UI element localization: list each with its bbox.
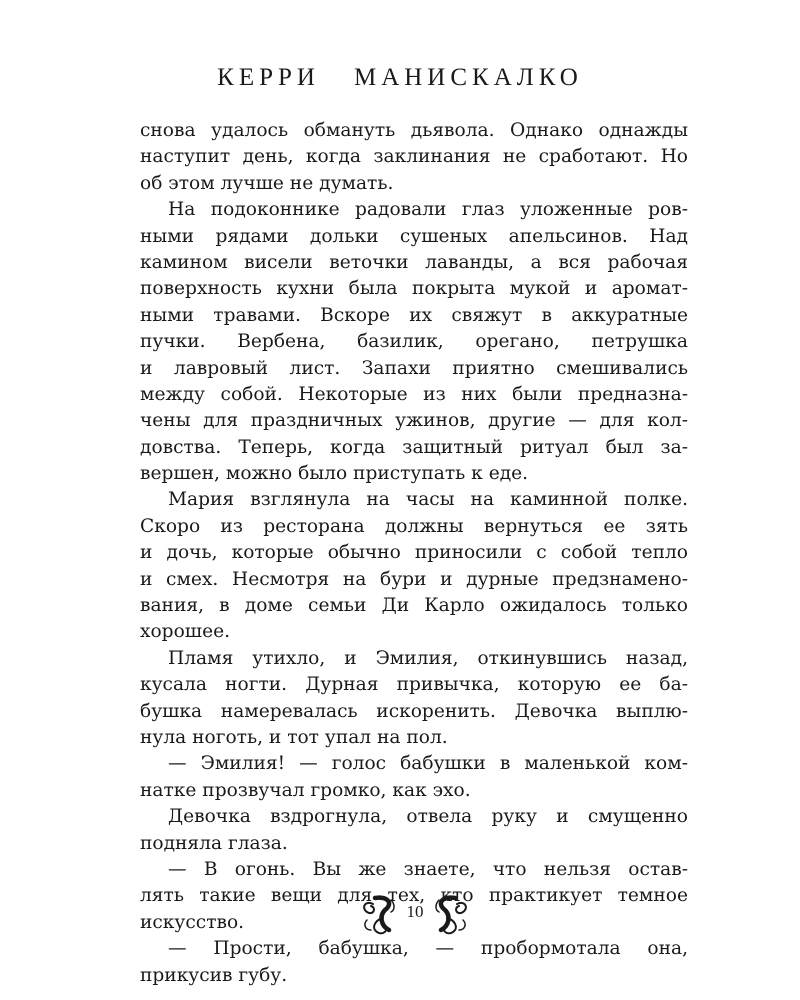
text-line: между собой. Некоторые из них были предназна- (140, 383, 688, 405)
text-line: и лавровый лист. Запахи приятно смешивались (140, 357, 688, 379)
text-line: — Эмилия! — голос бабушки в маленькой ком- (168, 753, 688, 775)
text-line: нула ноготь, и тот упал на пол. (140, 726, 448, 748)
author-last-name: МАНИСКАЛКО (353, 64, 583, 91)
text-line: прикусив губу. (140, 964, 288, 986)
text-line: хорошее. (140, 621, 230, 643)
text-line: и дочь, которые обычно приносили с собой тепло (140, 542, 688, 564)
text-line: снова удалось обмануть дьявола. Однако однажды (140, 120, 688, 141)
text-line: На подоконнике радовали глаз уложенные ров- (168, 199, 688, 221)
text-line: бушка намеревалась искоренить. Девочка выплю- (140, 700, 688, 722)
text-line: пучки. Вербена, базилик, орегано, петрушка (140, 331, 688, 353)
text-line: наступит день, когда заклинания не сработают. Но (140, 146, 688, 168)
text-line: об этом лучше не думать. (140, 172, 394, 194)
text-line: довства. Теперь, когда защитный ритуал был за- (140, 436, 688, 458)
text-line: — Прости, бабушка, — пробормотала она, (168, 938, 688, 960)
text-line: подняла глаза. (140, 832, 288, 854)
text-line: вания, в доме семьи Ди Карло ожидалось только (140, 595, 688, 617)
text-line: — В огонь. Вы же знаете, что нельзя остав- (168, 858, 688, 880)
text-line: лять такие вещи для тех, кто практикует темное (140, 885, 688, 907)
text-line: чены для праздничных ужинов, другие — для кол- (140, 410, 688, 432)
text-line: Пламя утихло, и Эмилия, откинувшись назад, (168, 647, 688, 669)
running-head (0, 64, 800, 92)
body-text (140, 118, 688, 989)
text-line: Девочка вздрогнула, отвела руку и смущенно (168, 806, 688, 828)
text-line: Скоро из ресторана должны вернуться ее зять (140, 515, 688, 537)
text-line: Мария взглянула на часы на каминной полке. (168, 489, 688, 511)
text-line: кусала ногти. Дурная привычка, которую ее ба- (140, 674, 688, 696)
text-line: ными рядами дольки сушеных апельсинов. Над (140, 225, 688, 247)
text-line: ными травами. Вскоре их свяжут в аккуратные (140, 304, 688, 326)
author-first-name: КЕРРИ (217, 64, 320, 91)
text-line: и смех. Несмотря на бури и дурные предзнамено- (140, 568, 688, 590)
text-line: поверхность кухни была покрыта мукой и аромат- (140, 278, 688, 300)
text-line: вершен, можно было приступать к еде. (140, 463, 529, 485)
page-folio (355, 890, 475, 938)
text-line: натке прозвучал громко, как эхо. (140, 779, 471, 801)
text-line: камином висели веточки лаванды, а вся рабочая (140, 251, 688, 273)
page-number: 10 (406, 902, 424, 921)
text-line: искусство. (140, 911, 245, 933)
